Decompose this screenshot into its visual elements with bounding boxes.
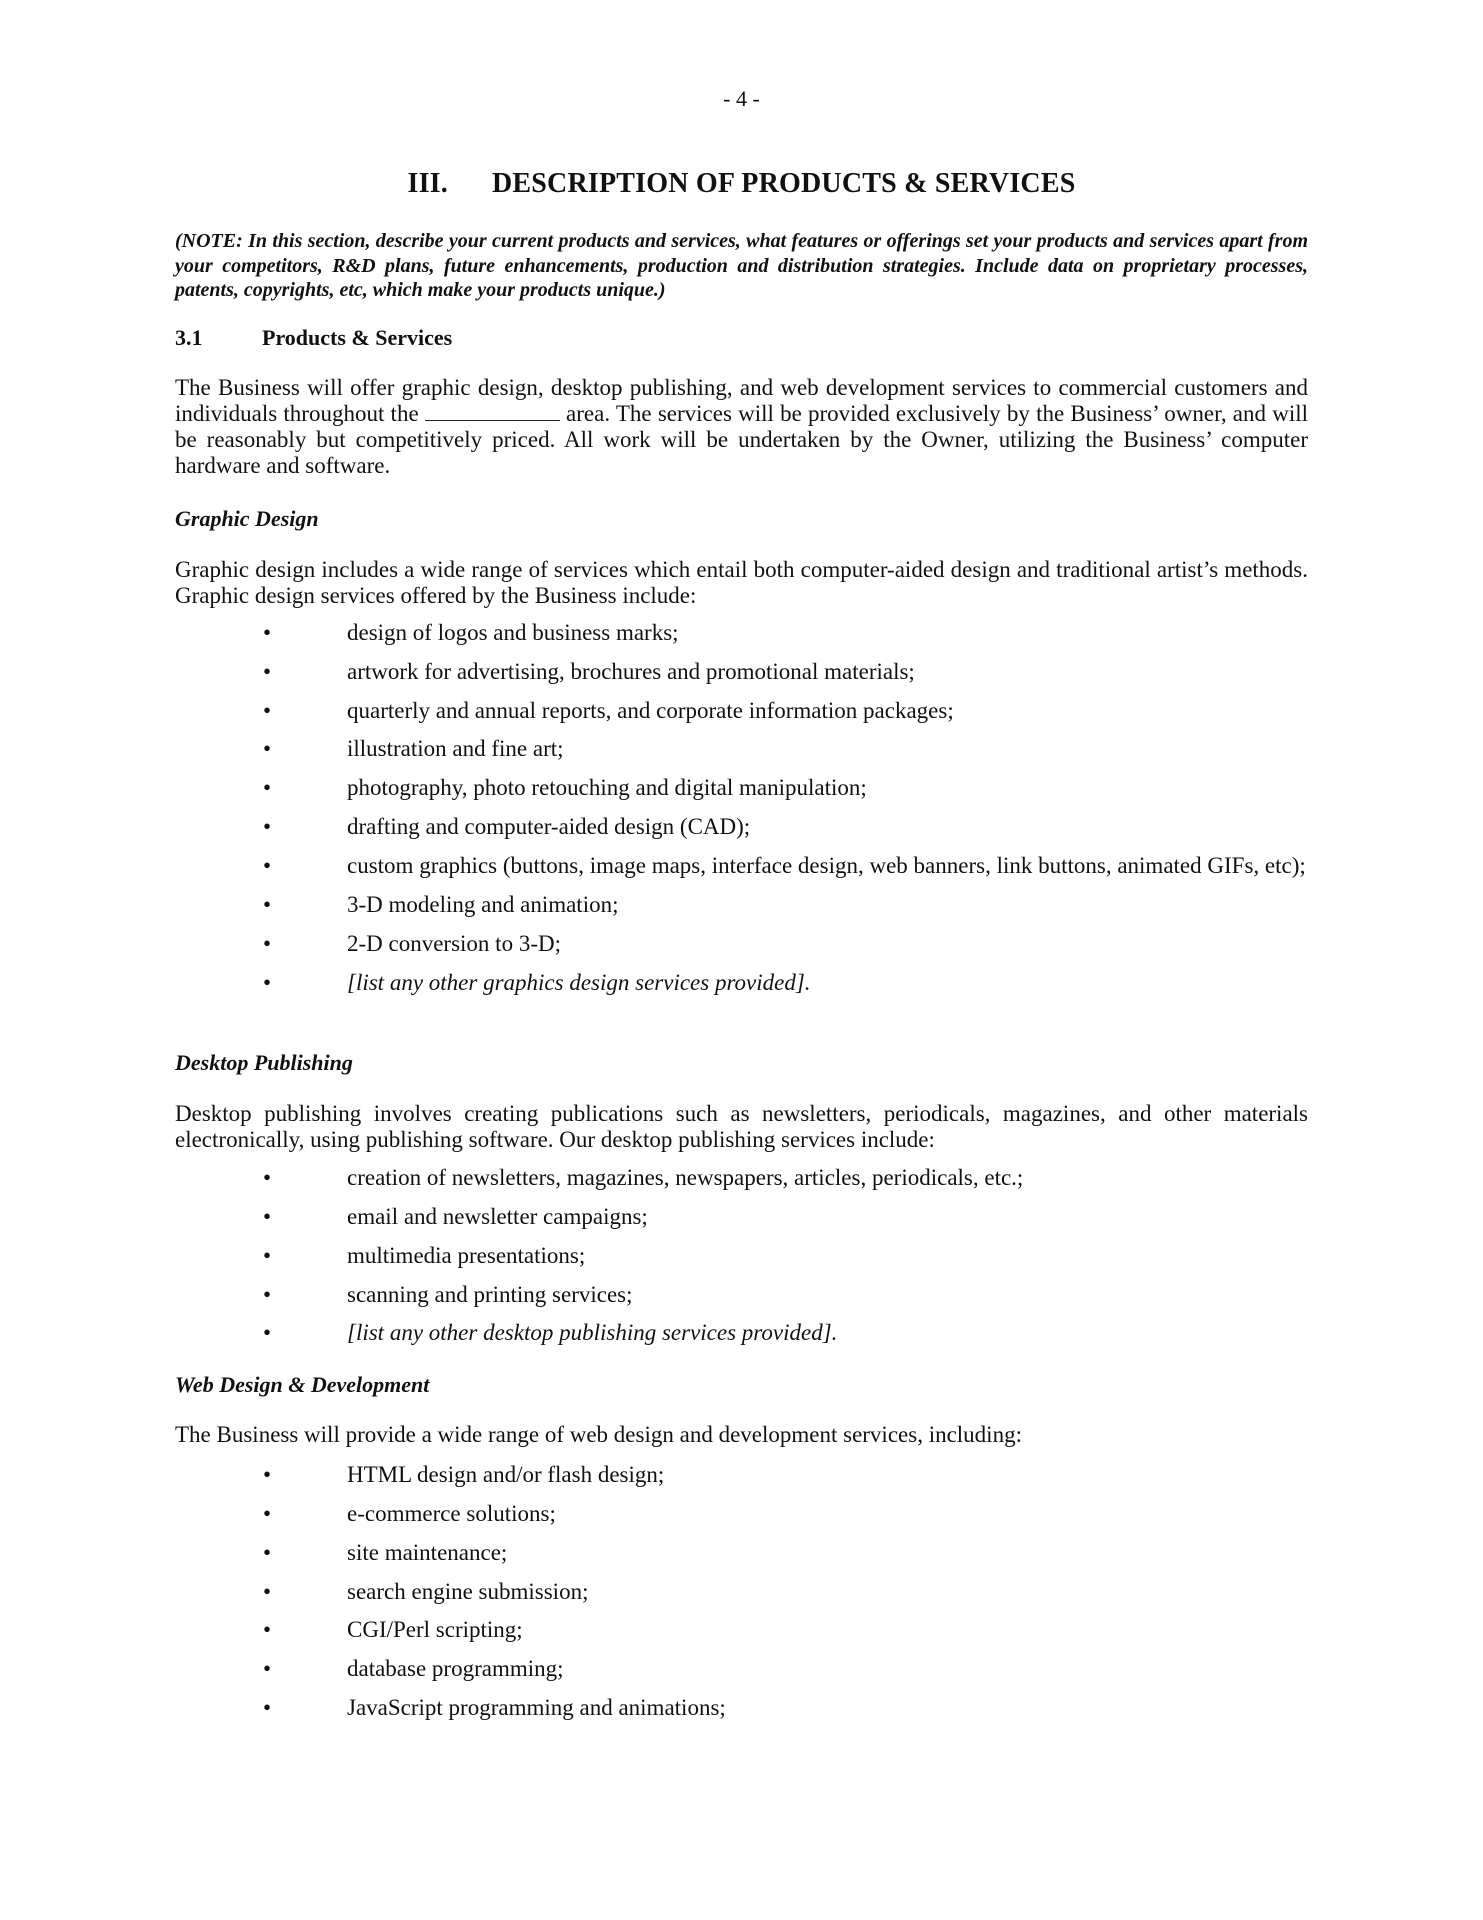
list-item-text: 3-D modeling and animation; — [347, 892, 619, 917]
list-item-text: drafting and computer-aided design (CAD); — [347, 814, 751, 839]
desktop-publishing-paragraph: Desktop publishing involves creating publications such as newsletters, periodicals, magazines, and other materials electronically, using publishing software. Our desktop publishing services include: — [175, 1101, 1308, 1152]
list-item-text: custom graphics (buttons, image maps, interface design, web banners, link buttons, animated GIFs, etc); — [347, 853, 1306, 878]
web-design-heading: Web Design & Development — [175, 1372, 430, 1397]
list-item — [175, 1462, 1308, 1488]
list-item — [175, 853, 1308, 879]
subsection-number: 3.1 — [175, 325, 203, 350]
bullet-icon: • — [263, 1695, 272, 1720]
web-design-list — [175, 1462, 1308, 1721]
bullet-icon: • — [263, 1204, 272, 1229]
bullet-icon: • — [263, 659, 272, 684]
bullet-icon: • — [263, 1579, 272, 1604]
bullet-icon: • — [263, 1165, 272, 1190]
subsection-title: Products & Services — [262, 325, 453, 350]
bullet-icon: • — [263, 1320, 272, 1345]
bullet-icon: • — [263, 1243, 272, 1268]
list-item — [175, 775, 1308, 801]
list-item-text: HTML design and/or flash design; — [347, 1462, 665, 1487]
list-item-text: CGI/Perl scripting; — [347, 1617, 523, 1642]
section-heading — [0, 168, 1483, 199]
graphic-design-paragraph: Graphic design includes a wide range of services which entail both computer-aided design and traditional artist’s methods. Graphic design services offered by the Business include: — [175, 557, 1308, 608]
bullet-icon: • — [263, 1540, 272, 1565]
bullet-icon: • — [263, 814, 272, 839]
list-item-text: photography, photo retouching and digital manipulation; — [347, 775, 867, 800]
list-item-text: illustration and fine art; — [347, 736, 564, 761]
bullet-icon: • — [263, 698, 272, 723]
list-item — [175, 698, 1308, 724]
list-item-text: search engine submission; — [347, 1579, 589, 1604]
list-item-text: scanning and printing services; — [347, 1282, 633, 1307]
list-item — [175, 1695, 1308, 1721]
web-design-paragraph: The Business will provide a wide range of web design and development services, including: — [175, 1422, 1022, 1447]
bullet-icon: • — [263, 1617, 272, 1642]
intro-paragraph — [175, 375, 1308, 479]
list-item-text: creation of newsletters, magazines, newspapers, articles, periodicals, etc.; — [347, 1165, 1024, 1190]
list-item — [175, 931, 1308, 957]
bullet-icon: • — [263, 620, 272, 645]
subsection-heading — [175, 325, 452, 351]
bullet-icon: • — [263, 853, 272, 878]
bullet-icon: • — [263, 1462, 272, 1487]
list-item-text: multimedia presentations; — [347, 1243, 586, 1268]
intro-text-end: area. The services will be provided exclusively by the Business’ owner, and will be reasonably but competitively priced. All work will be undertaken by the Owner, utilizing the Business’ computer hardware and software. — [175, 401, 1308, 478]
graphic-design-list — [175, 620, 1308, 996]
list-item — [175, 1540, 1308, 1566]
list-item — [175, 736, 1308, 762]
list-item-text: [list any other desktop publishing services provided]. — [347, 1320, 838, 1345]
bullet-icon: • — [263, 892, 272, 917]
list-item — [175, 1282, 1308, 1308]
list-item-text: e-commerce solutions; — [347, 1501, 556, 1526]
bullet-icon: • — [263, 970, 272, 995]
list-item — [175, 1204, 1308, 1230]
bullet-icon: • — [263, 775, 272, 800]
bullet-icon: • — [263, 1656, 272, 1681]
graphic-design-heading: Graphic Design — [175, 506, 319, 531]
bullet-icon: • — [263, 931, 272, 956]
section-title: DESCRIPTION OF PRODUCTS & SERVICES — [491, 168, 1076, 199]
list-item-text: site maintenance; — [347, 1540, 508, 1565]
list-item-text: database programming; — [347, 1656, 564, 1681]
instruction-note: (NOTE: In this section, describe your current products and services, what features or offerings set your products and services apart from your competitors, R&D plans, future enhancements, production and distribution strategies. Include data on proprietary processes, patents, copyrights, etc, which make your products unique.) — [175, 230, 1308, 301]
list-item — [175, 970, 1308, 996]
list-item-text: design of logos and business marks; — [347, 620, 679, 645]
list-item — [175, 1617, 1308, 1643]
section-number: III. — [407, 168, 448, 199]
list-item — [175, 659, 1308, 685]
list-item — [175, 892, 1308, 918]
list-item-text: quarterly and annual reports, and corporate information packages; — [347, 698, 954, 723]
list-item-text: [list any other graphics design services provided]. — [347, 970, 811, 995]
list-item-text: artwork for advertising, brochures and promotional materials; — [347, 659, 915, 684]
list-item — [175, 814, 1308, 840]
bullet-icon: • — [263, 1282, 272, 1307]
bullet-icon: • — [263, 1501, 272, 1526]
bullet-icon: • — [263, 736, 272, 761]
list-item — [175, 620, 1308, 646]
list-item-text: 2-D conversion to 3-D; — [347, 931, 561, 956]
desktop-publishing-list — [175, 1165, 1308, 1346]
list-item — [175, 1243, 1308, 1269]
list-item — [175, 1579, 1308, 1605]
fill-in-blank — [425, 402, 560, 421]
list-item-text: email and newsletter campaigns; — [347, 1204, 648, 1229]
list-item — [175, 1501, 1308, 1527]
page-number: - 4 - — [723, 86, 760, 111]
list-item — [175, 1165, 1308, 1191]
intro-text-start: The Business will offer graphic design, desktop publishing, and web development services to commercial customers and individuals throughout the — [175, 375, 1308, 426]
list-item-text: JavaScript programming and animations; — [347, 1695, 726, 1720]
list-item — [175, 1656, 1308, 1682]
list-item — [175, 1320, 1308, 1346]
desktop-publishing-heading: Desktop Publishing — [175, 1050, 353, 1075]
